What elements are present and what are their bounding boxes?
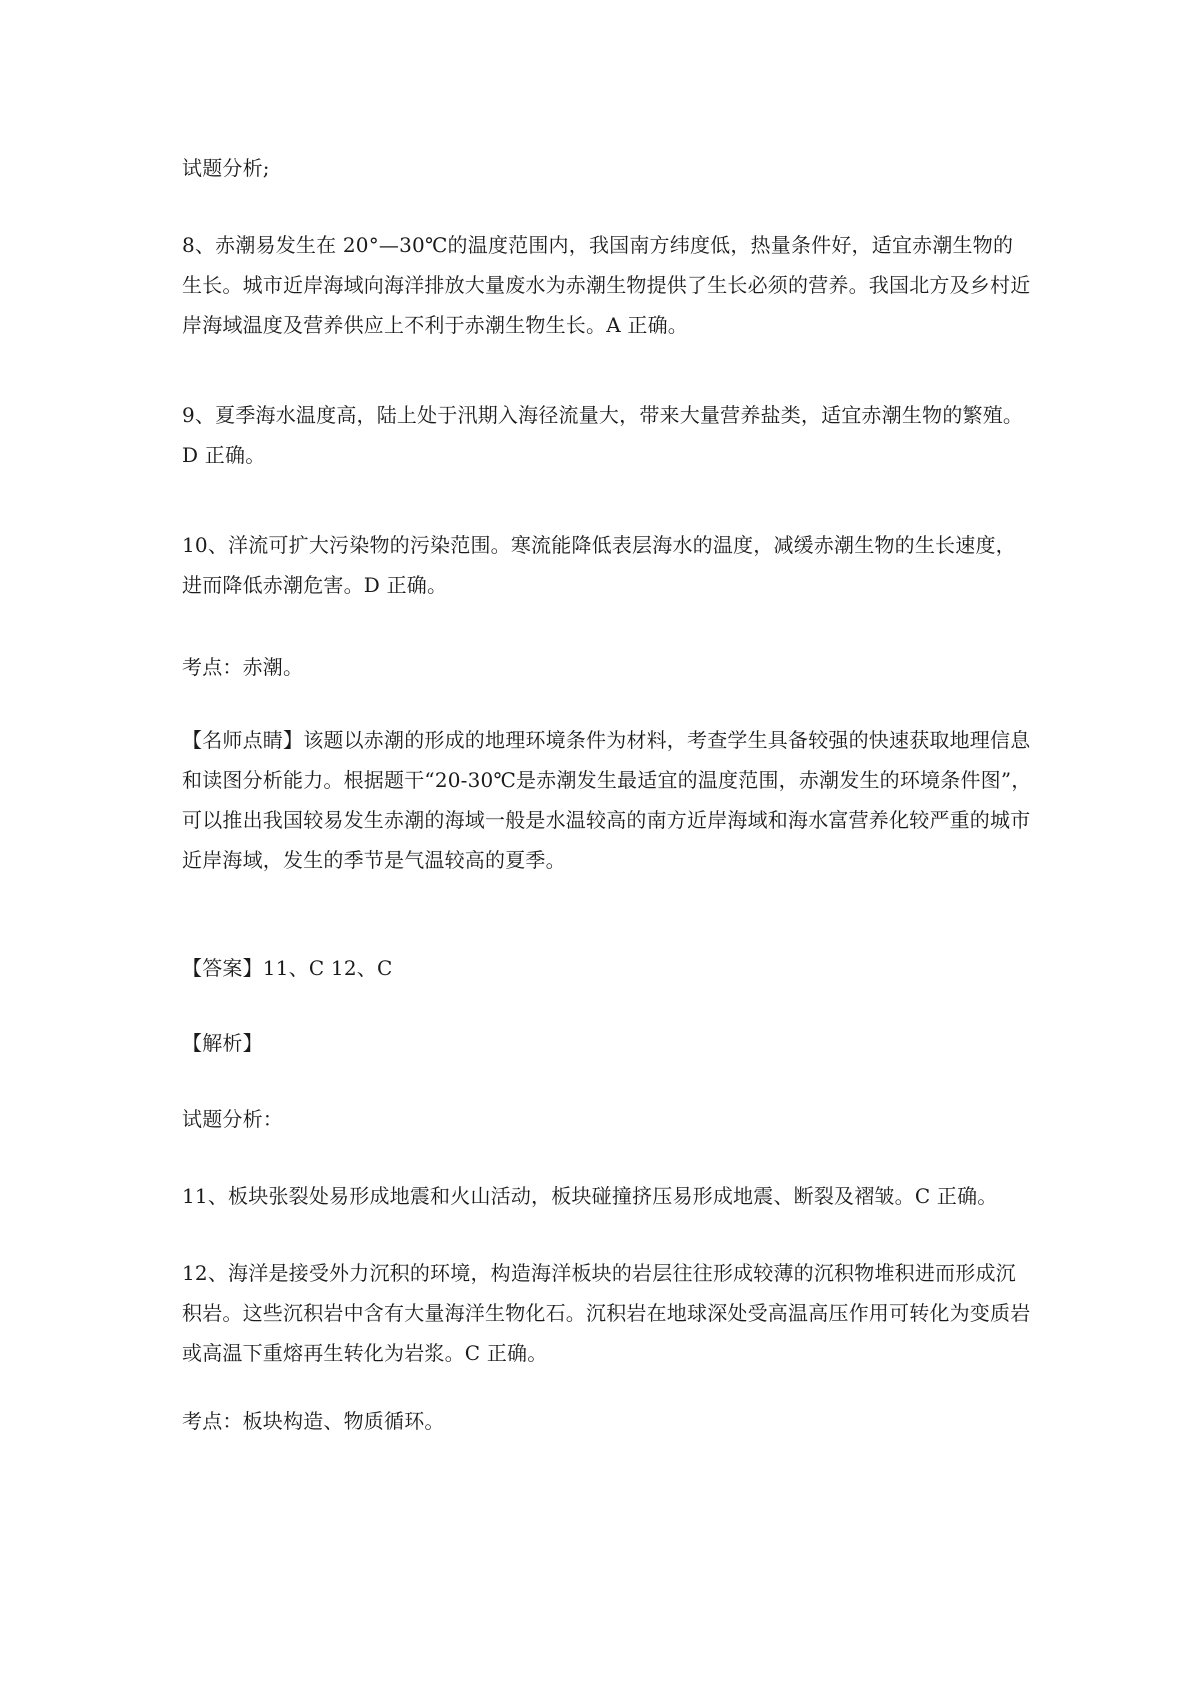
paragraph-q9: 9、夏季海水温度高，陆上处于汛期入海径流量大，带来大量营养盐类，适宜赤潮生物的繁殖。D 正确。 xyxy=(182,403,1024,467)
exam-point-1: 考点：赤潮。 xyxy=(182,655,304,679)
paragraph-q8: 8、赤潮易发生在 20°—30℃的温度范围内，我国南方纬度低，热量条件好，适宜赤潮生物的生长。城市近岸海域向海洋排放大量废水为赤潮生物提供了生长必须的营养。我国北方及乡村近岸海域温度及营养供应上不利于赤潮生物生长。A 正确。 xyxy=(182,233,1031,337)
teacher-tip: 【名师点睛】该题以赤潮的形成的地理环境条件为材料，考查学生具备较强的快速获取地理信息和读图分析能力。根据题干“20-30℃是赤潮发生最适宜的温度范围，赤潮发生的环境条件图”，可以推出我国较易发生赤潮的海域一般是水温较高的南方近岸海域和海水富营养化较严重的城市近岸海域，发生的季节是气温较高的夏季。 xyxy=(182,728,1032,872)
paragraph-q10: 10、洋流可扩大污染物的污染范围。寒流能降低表层海水的温度，减缓赤潮生物的生长速度，进而降低赤潮危害。D 正确。 xyxy=(182,533,1016,597)
analysis-heading-1: 试题分析; xyxy=(182,156,270,180)
answer-line: 【答案】11、C 12、C xyxy=(182,956,393,980)
paragraph-q11: 11、板块张裂处易形成地震和火山活动，板块碰撞挤压易形成地震、断裂及褶皱。C 正确。 xyxy=(182,1184,998,1208)
paragraph-q12: 12、海洋是接受外力沉积的环境，构造海洋板块的岩层往往形成较薄的沉积物堆积进而形成沉积岩。这些沉积岩中含有大量海洋生物化石。沉积岩在地球深处受高温高压作用可转化为变质岩或高温下重熔再生转化为岩浆。C 正确。 xyxy=(182,1261,1031,1365)
explanation-heading: 【解析】 xyxy=(182,1031,263,1055)
exam-point-2: 考点：板块构造、物质循环。 xyxy=(182,1409,445,1433)
analysis-heading-2: 试题分析： xyxy=(182,1107,283,1131)
